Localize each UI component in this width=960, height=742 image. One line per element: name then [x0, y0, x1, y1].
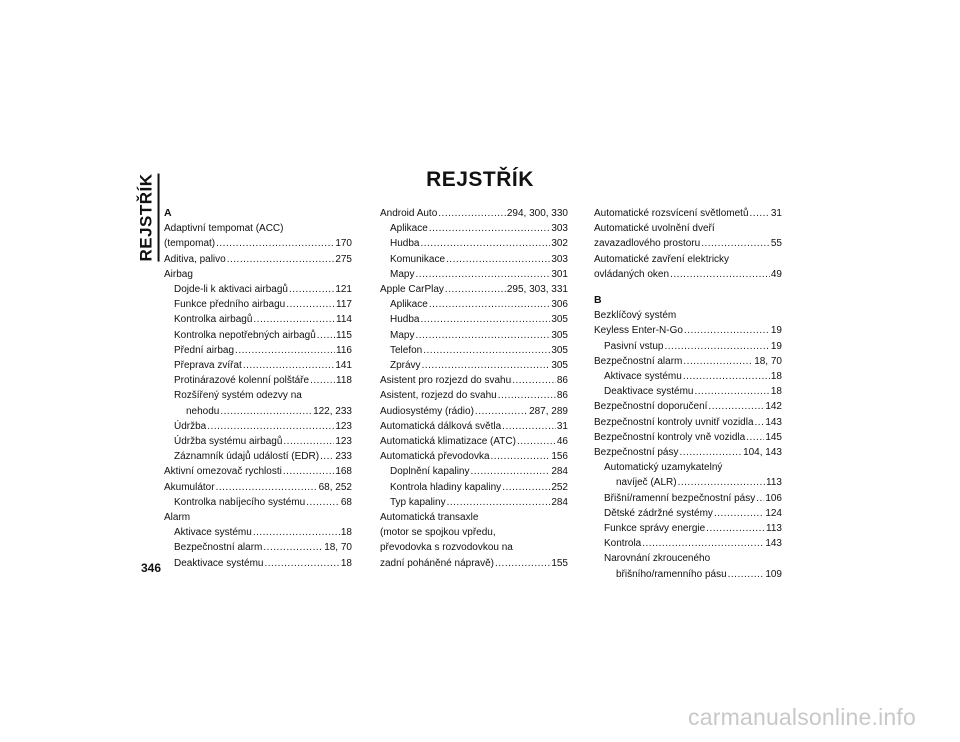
entry-page-number: 305 [551, 360, 568, 372]
entry-label: Břišní/ramenní bezpečnostní pásy [604, 492, 756, 504]
dot-leader [491, 449, 551, 464]
entry-label: Apple CarPlay [380, 284, 444, 296]
index-entry [594, 354, 782, 369]
entry-page-number: 68 [340, 496, 352, 508]
entry-label: Záznamník údajů událostí (EDR) [174, 451, 320, 463]
entry-page-number: 170 [335, 238, 352, 250]
entry-page-number: 18 [770, 371, 782, 383]
index-entry [164, 464, 352, 479]
index-entry [164, 404, 352, 419]
index-entry [164, 525, 352, 540]
entry-label: Doplnění kapaliny [390, 466, 470, 478]
entry-page-number: 46 [556, 436, 568, 448]
section-letter: A [164, 207, 172, 219]
entry-page-number: 303 [551, 253, 568, 265]
entry-label: Dětské zádržné systémy [604, 507, 713, 519]
entry-label: Bezpečnostní doporučení [594, 401, 708, 413]
entry-page-number: 306 [551, 299, 568, 311]
dot-leader [422, 358, 551, 373]
dot-leader [502, 419, 556, 434]
entry-label: Funkce předního airbagu [174, 299, 286, 311]
entry-label: Bezpečnostní pásy [594, 447, 679, 459]
entry-page-number: 145 [765, 431, 782, 443]
index-entry [164, 480, 352, 495]
watermark: carmanualsonline.info [688, 704, 916, 730]
entry-page-number: 123 [335, 420, 352, 432]
dot-leader [517, 434, 556, 449]
dot-leader [429, 221, 551, 236]
index-entry [380, 297, 568, 312]
dot-leader [310, 373, 335, 388]
entry-label: (tempomat) [164, 238, 216, 250]
index-heading-line: Automatický uzamykatelný [604, 462, 723, 474]
index-entry [380, 312, 568, 327]
entry-label: Automatická dálková světla [380, 420, 502, 432]
entry-page-number: 68, 252 [318, 481, 352, 493]
entry-page-number: 113 [766, 477, 782, 489]
entry-page-number: 31 [556, 420, 568, 432]
entry-label: Automatická převodovka [380, 451, 490, 463]
entry-page-number: 142 [765, 401, 782, 413]
entry-label: Telefon [390, 344, 423, 356]
index-heading-line: Automatické zavření elektricky [594, 253, 730, 265]
dot-leader [420, 312, 550, 327]
dot-leader [746, 430, 764, 445]
dot-leader [415, 267, 550, 282]
entry-page-number: 143 [765, 416, 782, 428]
entry-page-number: 252 [551, 481, 568, 493]
entry-page-number: 141 [335, 360, 352, 372]
index-entry [164, 540, 352, 555]
entry-label: Hudba [390, 314, 420, 326]
index-entry [380, 480, 568, 495]
entry-label: Android Auto [380, 208, 438, 219]
dot-leader [429, 297, 551, 312]
index-entry [594, 506, 782, 521]
index-entry [380, 449, 568, 464]
dot-leader [694, 384, 769, 399]
index-heading-line: Automatická transaxle [380, 512, 479, 524]
entry-page-number: 18 [770, 386, 782, 398]
entry-page-number: 302 [551, 238, 568, 250]
index-heading-line: Adaptivní tempomat (ACC) [164, 223, 284, 235]
dot-leader [420, 236, 550, 251]
section-letter: B [594, 294, 602, 307]
index-entry [380, 267, 568, 282]
dot-leader [264, 556, 339, 571]
index-entry [164, 373, 352, 388]
entry-page-number: 155 [551, 557, 568, 569]
entry-label: Kontrolka nabíjecího systému [174, 496, 306, 508]
index-entry [380, 495, 568, 510]
entry-page-number: 109 [765, 568, 782, 580]
entry-page-number: 233 [335, 451, 352, 463]
dot-leader [680, 445, 743, 460]
index-entry [380, 556, 568, 571]
entry-label: Dojde-li k aktivaci airbagů [174, 284, 288, 296]
entry-label: Aktivace systému [604, 371, 682, 383]
index-entry [594, 567, 782, 582]
entry-label: Funkce správy energie [604, 523, 706, 535]
entry-label: Přeprava zvířat [174, 360, 242, 372]
entry-label: Deaktivace systému [604, 386, 694, 398]
entry-label: Deaktivace systému [174, 557, 264, 569]
dot-leader [317, 328, 335, 343]
entry-label: Pasivní vstup [604, 340, 664, 352]
entry-label: Zprávy [390, 360, 421, 372]
entry-page-number: 121 [335, 284, 352, 296]
entry-page-number: 18, 70 [324, 542, 352, 554]
entry-page-number: 55 [770, 238, 782, 250]
entry-page-number: 287, 289 [529, 405, 568, 417]
entry-page-number: 301 [551, 268, 568, 280]
index-heading-line: Alarm [164, 512, 191, 524]
dot-leader [471, 464, 551, 479]
entry-page-number: 305 [551, 314, 568, 326]
dot-leader [728, 567, 765, 582]
side-tab-label: REJSTŘÍK [137, 173, 160, 261]
entry-label: Asistent, rozjezd do svahu [380, 390, 497, 402]
entry-label: Bezpečnostní kontroly uvnitř vozidla [594, 416, 754, 428]
index-heading-line: Automatické uvolnění dveří [594, 223, 715, 235]
index-entry [380, 206, 568, 221]
entry-label: Kontrola hladiny kapaliny [390, 481, 502, 493]
index-entry [164, 236, 352, 251]
entry-page-number: 305 [551, 344, 568, 356]
entry-page-number: 284 [551, 496, 568, 508]
index-entry [380, 221, 568, 236]
index-entry [594, 475, 782, 490]
entry-page-number: 86 [556, 375, 568, 387]
entry-page-number: 168 [335, 466, 352, 478]
entry-page-number: 118 [336, 375, 352, 387]
entry-page-number: 49 [770, 268, 782, 280]
entry-page-number: 31 [770, 208, 782, 219]
dot-leader [216, 236, 334, 251]
entry-page-number: 295, 303, 331 [506, 284, 568, 296]
index-column-1 [164, 206, 352, 571]
entry-page-number: 114 [336, 314, 352, 326]
index-entry [594, 267, 782, 282]
entry-label: Keyless Enter-N-Go [594, 325, 683, 337]
page-title: REJSTŘÍK [426, 168, 534, 191]
entry-page-number: 284 [551, 466, 568, 478]
dot-leader [678, 475, 765, 490]
dot-leader [670, 267, 770, 282]
index-entry [164, 556, 352, 571]
entry-page-number: 294, 300, 330 [506, 208, 568, 219]
index-heading-line: (motor se spojkou vpředu, [380, 527, 496, 539]
index-heading-line: převodovka s rozvodovkou na [380, 542, 513, 554]
dot-leader [306, 495, 340, 510]
entry-page-number: 115 [336, 329, 352, 341]
dot-leader [684, 323, 770, 338]
index-entry [380, 464, 568, 479]
entry-label: Asistent pro rozjezd do svahu [380, 375, 512, 387]
dot-leader [706, 521, 765, 536]
dot-leader [495, 556, 550, 571]
index-entry [164, 328, 352, 343]
index-entry [380, 388, 568, 403]
entry-label: Mapy [390, 268, 415, 280]
entry-label: Kontrola [604, 538, 642, 550]
index-entry [380, 252, 568, 267]
index-entry [380, 419, 568, 434]
dot-leader [512, 373, 556, 388]
entry-label: ovládaných oken [594, 268, 670, 280]
entry-label: Kontrolka airbagů [174, 314, 253, 326]
entry-label: Typ kapaliny [390, 496, 446, 508]
entry-page-number: 117 [336, 299, 352, 311]
entry-page-number: 18 [340, 557, 352, 569]
index-entry [380, 343, 568, 358]
index-entry [594, 491, 782, 506]
index-entry [164, 495, 352, 510]
dot-leader [445, 282, 506, 297]
index-entry [594, 536, 782, 551]
entry-label: Komunikace [390, 253, 446, 265]
dot-leader [708, 399, 764, 414]
index-entry [594, 399, 782, 414]
entry-label: nehodu [186, 405, 220, 417]
dot-leader [227, 252, 335, 267]
entry-page-number: 122, 233 [313, 405, 352, 417]
index-entry [164, 358, 352, 373]
dot-leader [243, 358, 335, 373]
dot-leader [289, 282, 334, 297]
entry-label: Akumulátor [164, 481, 215, 493]
entry-label: Údržba systému airbagů [174, 436, 283, 448]
entry-page-number: 156 [551, 451, 568, 463]
entry-label: Audiosystémy (rádio) [380, 405, 474, 417]
entry-page-number: 113 [766, 523, 782, 535]
index-entry [164, 297, 352, 312]
dot-leader [683, 369, 770, 384]
entry-label: Aktivace systému [174, 527, 252, 539]
dot-leader [253, 312, 335, 327]
entry-page-number: 18, 70 [754, 355, 782, 367]
dot-leader [415, 328, 550, 343]
entry-page-number: 104, 143 [743, 447, 782, 459]
dot-leader [701, 236, 770, 251]
entry-page-number: 305 [551, 329, 568, 341]
index-entry [380, 404, 568, 419]
entry-page-number: 123 [335, 436, 352, 448]
dot-leader [498, 388, 556, 403]
index-heading-line: Narovnání zkrouceného [604, 553, 711, 565]
entry-label: Aplikace [390, 299, 428, 311]
entry-page-number: 116 [336, 344, 352, 356]
entry-label: Protinárazové kolenní polštáře [174, 375, 310, 387]
index-entry [594, 445, 782, 460]
index-heading-line: Airbag [164, 268, 193, 280]
index-entry [164, 282, 352, 297]
entry-page-number: 303 [551, 223, 568, 235]
entry-label: Bezpečnostní kontroly vně vozidla [594, 431, 746, 443]
index-entry [164, 343, 352, 358]
index-entry [380, 328, 568, 343]
dot-leader [683, 354, 753, 369]
dot-leader [714, 506, 764, 521]
entry-label: Bezpečnostní alarm [174, 542, 263, 554]
dot-leader [253, 525, 340, 540]
dot-leader [283, 464, 334, 479]
index-entry [164, 419, 352, 434]
entry-label: zavazadlového prostoru [594, 238, 701, 250]
dot-leader [446, 252, 550, 267]
entry-label: Aplikace [390, 223, 428, 235]
dot-leader [263, 540, 323, 555]
entry-page-number: 275 [335, 253, 352, 265]
index-column-2 [380, 206, 568, 571]
dot-leader [664, 339, 769, 354]
index-entry [594, 369, 782, 384]
index-entry [594, 521, 782, 536]
entry-label: zadní poháněné nápravě) [380, 557, 494, 569]
entry-label: Kontrolka nepotřebných airbagů [174, 329, 316, 341]
index-entry [594, 339, 782, 354]
index-entry [594, 323, 782, 338]
dot-leader [220, 404, 312, 419]
dot-leader [216, 480, 318, 495]
entry-page-number: 86 [556, 390, 568, 402]
dot-leader [756, 491, 764, 506]
index-entry [594, 236, 782, 251]
dot-leader [438, 206, 506, 221]
entry-page-number: 19 [770, 325, 782, 337]
entry-label: Automatická klimatizace (ATC) [380, 436, 516, 448]
dot-leader [207, 419, 334, 434]
index-entry [594, 384, 782, 399]
index-entry [380, 358, 568, 373]
dot-leader [320, 449, 334, 464]
index-entry [380, 282, 568, 297]
entry-label: Hudba [390, 238, 420, 250]
entry-label: Údržba [174, 420, 207, 432]
page-number: 346 [141, 561, 162, 575]
index-entry [594, 415, 782, 430]
index-heading-line: Bezklíčový systém [594, 310, 677, 322]
entry-label: Mapy [390, 329, 415, 341]
index-heading-line: Rozšířený systém odezvy na [174, 390, 302, 402]
index-entry [164, 434, 352, 449]
entry-page-number: 18 [340, 527, 352, 539]
index-entry [380, 373, 568, 388]
dot-leader [475, 404, 528, 419]
entry-label: břišního/ramenního pásu [616, 568, 727, 580]
index-entry [594, 430, 782, 445]
entry-page-number: 124 [765, 507, 782, 519]
dot-leader [642, 536, 764, 551]
dot-leader [750, 206, 770, 221]
index-entry [164, 312, 352, 327]
dot-leader [423, 343, 550, 358]
index-entry [380, 236, 568, 251]
dot-leader [502, 480, 550, 495]
dot-leader [235, 343, 335, 358]
entry-label: Aktivní omezovač rychlosti [164, 466, 282, 478]
entry-page-number: 143 [765, 538, 782, 550]
index-entry [594, 206, 782, 221]
entry-label: Přední airbag [174, 344, 235, 356]
entry-page-number: 106 [765, 492, 782, 504]
entry-label: Automatické rozsvícení světlometů [594, 208, 749, 219]
entry-label: Aditiva, palivo [164, 253, 226, 265]
index-entry [380, 434, 568, 449]
entry-label: navíječ (ALR) [616, 477, 677, 489]
dot-leader [286, 297, 335, 312]
dot-leader [283, 434, 334, 449]
dot-leader [755, 415, 765, 430]
entry-page-number: 19 [770, 340, 782, 352]
index-column-3 [594, 206, 782, 582]
entry-label: Bezpečnostní alarm [594, 355, 683, 367]
dot-leader [447, 495, 551, 510]
index-entry [164, 449, 352, 464]
index-entry [164, 252, 352, 267]
